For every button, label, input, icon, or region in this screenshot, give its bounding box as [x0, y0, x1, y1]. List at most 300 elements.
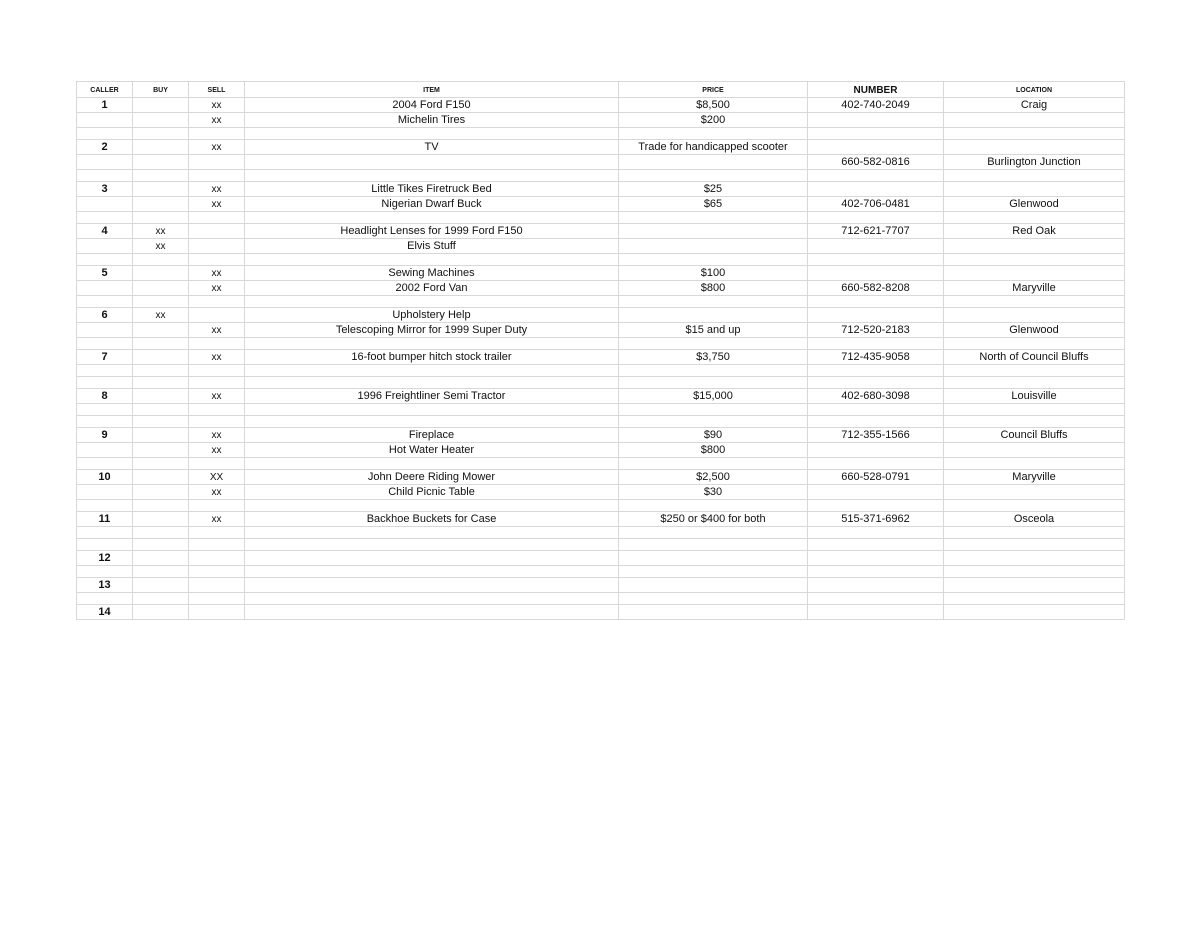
spacer-row — [77, 527, 1125, 539]
price-cell: $15 and up — [619, 323, 808, 338]
spacer-row — [77, 593, 1125, 605]
number-cell — [808, 527, 944, 539]
price-cell — [619, 338, 808, 350]
caller-cell: 3 — [77, 182, 133, 197]
buy-cell — [133, 140, 189, 155]
location-cell: North of Council Bluffs — [944, 350, 1125, 365]
location-cell — [944, 500, 1125, 512]
caller-cell: 6 — [77, 308, 133, 323]
item-cell: Fireplace — [245, 428, 619, 443]
price-cell — [619, 239, 808, 254]
number-cell: 402-680-3098 — [808, 389, 944, 404]
location-cell — [944, 338, 1125, 350]
sell-cell — [189, 458, 245, 470]
number-cell: 712-520-2183 — [808, 323, 944, 338]
table-row — [77, 155, 1125, 170]
spacer-row — [77, 170, 1125, 182]
location-cell — [944, 443, 1125, 458]
number-cell — [808, 365, 944, 377]
caller-cell — [77, 239, 133, 254]
spacer-row — [77, 212, 1125, 224]
price-cell — [619, 500, 808, 512]
number-cell — [808, 338, 944, 350]
number-cell — [808, 182, 944, 197]
item-cell: Sewing Machines — [245, 266, 619, 281]
number-cell — [808, 296, 944, 308]
header-buy: BUY — [133, 82, 189, 98]
location-cell — [944, 308, 1125, 323]
caller-cell: 11 — [77, 512, 133, 527]
item-cell — [245, 212, 619, 224]
sell-cell: xx — [189, 266, 245, 281]
location-cell — [944, 605, 1125, 620]
caller-cell — [77, 281, 133, 296]
number-cell — [808, 212, 944, 224]
location-cell — [944, 182, 1125, 197]
location-cell: Osceola — [944, 512, 1125, 527]
price-cell: $250 or $400 for both — [619, 512, 808, 527]
number-cell: 402-740-2049 — [808, 98, 944, 113]
number-cell — [808, 443, 944, 458]
sell-cell: xx — [189, 350, 245, 365]
number-cell — [808, 239, 944, 254]
number-cell — [808, 593, 944, 605]
location-cell — [944, 377, 1125, 389]
location-cell — [944, 539, 1125, 551]
location-cell — [944, 140, 1125, 155]
caller-cell: 9 — [77, 428, 133, 443]
location-cell — [944, 527, 1125, 539]
location-cell — [944, 593, 1125, 605]
sell-cell: xx — [189, 197, 245, 212]
caller-cell: 7 — [77, 350, 133, 365]
item-cell — [245, 338, 619, 350]
item-cell — [245, 551, 619, 566]
price-cell — [619, 551, 808, 566]
sell-cell — [189, 155, 245, 170]
item-cell: 16-foot bumper hitch stock trailer — [245, 350, 619, 365]
buy-cell — [133, 377, 189, 389]
item-cell — [245, 593, 619, 605]
caller-cell — [77, 566, 133, 578]
buy-cell — [133, 128, 189, 140]
number-cell — [808, 578, 944, 593]
location-cell: Burlington Junction — [944, 155, 1125, 170]
item-cell — [245, 578, 619, 593]
table-row — [77, 323, 1125, 338]
location-cell — [944, 566, 1125, 578]
number-cell — [808, 113, 944, 128]
buy-cell — [133, 485, 189, 500]
table-row — [77, 281, 1125, 296]
item-cell — [245, 539, 619, 551]
table-row — [77, 113, 1125, 128]
item-cell — [245, 170, 619, 182]
sell-cell — [189, 338, 245, 350]
spacer-row — [77, 566, 1125, 578]
item-cell — [245, 527, 619, 539]
caller-cell: 4 — [77, 224, 133, 239]
sell-cell — [189, 239, 245, 254]
buy-cell — [133, 566, 189, 578]
number-cell: 712-435-9058 — [808, 350, 944, 365]
buy-cell — [133, 527, 189, 539]
price-cell: $8,500 — [619, 98, 808, 113]
number-cell — [808, 551, 944, 566]
table-row — [77, 98, 1125, 113]
sell-cell — [189, 527, 245, 539]
price-cell: $2,500 — [619, 470, 808, 485]
spacer-row — [77, 296, 1125, 308]
sell-cell — [189, 377, 245, 389]
price-cell: $3,750 — [619, 350, 808, 365]
sell-cell: xx — [189, 323, 245, 338]
table-row — [77, 428, 1125, 443]
item-cell: Michelin Tires — [245, 113, 619, 128]
price-cell — [619, 254, 808, 266]
price-cell — [619, 578, 808, 593]
spacer-row — [77, 254, 1125, 266]
sell-cell — [189, 170, 245, 182]
buy-cell — [133, 197, 189, 212]
caller-cell — [77, 500, 133, 512]
buy-cell — [133, 350, 189, 365]
price-cell — [619, 539, 808, 551]
table-row — [77, 239, 1125, 254]
price-cell — [619, 377, 808, 389]
price-cell — [619, 593, 808, 605]
buy-cell — [133, 416, 189, 428]
table-row — [77, 308, 1125, 323]
number-cell — [808, 458, 944, 470]
price-cell: $25 — [619, 182, 808, 197]
caller-cell — [77, 155, 133, 170]
price-cell — [619, 308, 808, 323]
caller-cell: 1 — [77, 98, 133, 113]
caller-cell: 14 — [77, 605, 133, 620]
number-cell: 660-582-8208 — [808, 281, 944, 296]
caller-cell — [77, 113, 133, 128]
caller-cell: 8 — [77, 389, 133, 404]
price-cell — [619, 416, 808, 428]
number-cell — [808, 605, 944, 620]
sell-cell — [189, 539, 245, 551]
number-cell — [808, 566, 944, 578]
spacer-row — [77, 338, 1125, 350]
price-cell: $800 — [619, 281, 808, 296]
number-cell: 402-706-0481 — [808, 197, 944, 212]
buy-cell — [133, 281, 189, 296]
sell-cell: xx — [189, 443, 245, 458]
number-cell: 660-582-0816 — [808, 155, 944, 170]
number-cell — [808, 254, 944, 266]
item-cell — [245, 605, 619, 620]
price-cell — [619, 527, 808, 539]
number-cell — [808, 170, 944, 182]
buy-cell — [133, 338, 189, 350]
location-cell: Glenwood — [944, 197, 1125, 212]
number-cell — [808, 377, 944, 389]
header-row — [77, 82, 1125, 98]
price-cell — [619, 170, 808, 182]
buy-cell — [133, 605, 189, 620]
location-cell — [944, 128, 1125, 140]
buy-cell: xx — [133, 224, 189, 239]
location-cell — [944, 485, 1125, 500]
caller-cell — [77, 539, 133, 551]
item-cell: TV — [245, 140, 619, 155]
location-cell — [944, 365, 1125, 377]
item-cell — [245, 566, 619, 578]
item-cell: Backhoe Buckets for Case — [245, 512, 619, 527]
caller-cell: 2 — [77, 140, 133, 155]
sell-cell — [189, 224, 245, 239]
table-row — [77, 389, 1125, 404]
number-cell — [808, 308, 944, 323]
classifieds-sheet — [76, 81, 1125, 620]
price-cell — [619, 404, 808, 416]
number-cell: 712-621-7707 — [808, 224, 944, 239]
buy-cell: xx — [133, 308, 189, 323]
location-cell — [944, 266, 1125, 281]
item-cell — [245, 404, 619, 416]
buy-cell — [133, 155, 189, 170]
buy-cell — [133, 512, 189, 527]
location-cell: Craig — [944, 98, 1125, 113]
location-cell: Maryville — [944, 470, 1125, 485]
location-cell — [944, 551, 1125, 566]
location-cell — [944, 416, 1125, 428]
sell-cell — [189, 212, 245, 224]
sell-cell — [189, 365, 245, 377]
buy-cell — [133, 170, 189, 182]
caller-cell — [77, 458, 133, 470]
buy-cell — [133, 254, 189, 266]
sell-cell — [189, 416, 245, 428]
price-cell: $800 — [619, 443, 808, 458]
buy-cell — [133, 539, 189, 551]
sell-cell: XX — [189, 470, 245, 485]
item-cell: John Deere Riding Mower — [245, 470, 619, 485]
item-cell: Little Tikes Firetruck Bed — [245, 182, 619, 197]
table-row — [77, 140, 1125, 155]
caller-cell — [77, 365, 133, 377]
item-cell: Hot Water Heater — [245, 443, 619, 458]
item-cell: Headlight Lenses for 1999 Ford F150 — [245, 224, 619, 239]
item-cell — [245, 416, 619, 428]
spacer-row — [77, 365, 1125, 377]
price-cell: $15,000 — [619, 389, 808, 404]
caller-cell — [77, 485, 133, 500]
buy-cell — [133, 458, 189, 470]
caller-cell — [77, 170, 133, 182]
spacer-row — [77, 404, 1125, 416]
price-cell — [619, 566, 808, 578]
buy-cell — [133, 500, 189, 512]
table-row — [77, 605, 1125, 620]
item-cell — [245, 500, 619, 512]
sell-cell — [189, 578, 245, 593]
buy-cell — [133, 365, 189, 377]
spacer-row — [77, 458, 1125, 470]
sell-cell: xx — [189, 140, 245, 155]
buy-cell — [133, 296, 189, 308]
number-cell — [808, 404, 944, 416]
table-row — [77, 578, 1125, 593]
price-cell — [619, 458, 808, 470]
buy-cell — [133, 593, 189, 605]
number-cell: 660-528-0791 — [808, 470, 944, 485]
price-cell — [619, 212, 808, 224]
buy-cell: xx — [133, 239, 189, 254]
caller-cell — [77, 593, 133, 605]
item-cell — [245, 155, 619, 170]
sell-cell: xx — [189, 389, 245, 404]
price-cell — [619, 605, 808, 620]
location-cell: Red Oak — [944, 224, 1125, 239]
location-cell — [944, 170, 1125, 182]
sell-cell — [189, 128, 245, 140]
sell-cell: xx — [189, 485, 245, 500]
table-row — [77, 512, 1125, 527]
caller-cell: 10 — [77, 470, 133, 485]
price-cell: $100 — [619, 266, 808, 281]
buy-cell — [133, 443, 189, 458]
number-cell — [808, 140, 944, 155]
item-cell — [245, 128, 619, 140]
number-cell: 515-371-6962 — [808, 512, 944, 527]
number-cell — [808, 416, 944, 428]
sell-cell: xx — [189, 182, 245, 197]
spacer-row — [77, 539, 1125, 551]
sell-cell — [189, 605, 245, 620]
number-cell — [808, 266, 944, 281]
sell-cell: xx — [189, 512, 245, 527]
location-cell — [944, 239, 1125, 254]
sell-cell — [189, 296, 245, 308]
caller-cell — [77, 527, 133, 539]
location-cell — [944, 458, 1125, 470]
table-row — [77, 197, 1125, 212]
location-cell — [944, 212, 1125, 224]
spacer-row — [77, 500, 1125, 512]
price-cell — [619, 365, 808, 377]
location-cell — [944, 404, 1125, 416]
number-cell — [808, 500, 944, 512]
sell-cell — [189, 551, 245, 566]
number-cell — [808, 539, 944, 551]
caller-cell — [77, 128, 133, 140]
buy-cell — [133, 428, 189, 443]
number-cell — [808, 128, 944, 140]
caller-cell — [77, 338, 133, 350]
price-cell — [619, 296, 808, 308]
spacer-row — [77, 416, 1125, 428]
caller-cell — [77, 197, 133, 212]
price-cell: $30 — [619, 485, 808, 500]
header-location: LOCATION — [944, 82, 1125, 98]
caller-cell: 13 — [77, 578, 133, 593]
buy-cell — [133, 578, 189, 593]
item-cell — [245, 377, 619, 389]
caller-cell: 12 — [77, 551, 133, 566]
item-cell — [245, 365, 619, 377]
table-row — [77, 266, 1125, 281]
item-cell: Elvis Stuff — [245, 239, 619, 254]
header-caller: CALLER — [77, 82, 133, 98]
price-cell — [619, 128, 808, 140]
caller-cell — [77, 416, 133, 428]
sell-cell — [189, 308, 245, 323]
caller-cell — [77, 443, 133, 458]
spacer-row — [77, 377, 1125, 389]
price-cell — [619, 224, 808, 239]
buy-cell — [133, 551, 189, 566]
location-cell: Louisville — [944, 389, 1125, 404]
location-cell — [944, 296, 1125, 308]
item-cell: Upholstery Help — [245, 308, 619, 323]
location-cell: Council Bluffs — [944, 428, 1125, 443]
buy-cell — [133, 212, 189, 224]
number-cell: 712-355-1566 — [808, 428, 944, 443]
caller-cell — [77, 296, 133, 308]
caller-cell — [77, 323, 133, 338]
price-cell — [619, 155, 808, 170]
number-cell — [808, 485, 944, 500]
caller-cell — [77, 377, 133, 389]
table-row — [77, 224, 1125, 239]
buy-cell — [133, 404, 189, 416]
item-cell: 2002 Ford Van — [245, 281, 619, 296]
buy-cell — [133, 470, 189, 485]
header-number: NUMBER — [808, 82, 944, 98]
sell-cell: xx — [189, 113, 245, 128]
table-row — [77, 470, 1125, 485]
buy-cell — [133, 389, 189, 404]
buy-cell — [133, 182, 189, 197]
caller-cell — [77, 254, 133, 266]
table-row — [77, 551, 1125, 566]
sheet-body — [77, 98, 1125, 620]
table-row — [77, 443, 1125, 458]
spacer-row — [77, 128, 1125, 140]
location-cell: Glenwood — [944, 323, 1125, 338]
sell-cell — [189, 566, 245, 578]
table-row — [77, 182, 1125, 197]
price-cell: $200 — [619, 113, 808, 128]
sell-cell: xx — [189, 281, 245, 296]
buy-cell — [133, 113, 189, 128]
item-cell: 2004 Ford F150 — [245, 98, 619, 113]
sell-cell — [189, 254, 245, 266]
price-cell: $90 — [619, 428, 808, 443]
location-cell — [944, 254, 1125, 266]
item-cell: Child Picnic Table — [245, 485, 619, 500]
sell-cell: xx — [189, 428, 245, 443]
table-row — [77, 485, 1125, 500]
item-cell: Nigerian Dwarf Buck — [245, 197, 619, 212]
price-cell: $65 — [619, 197, 808, 212]
sell-cell — [189, 404, 245, 416]
header-price: PRICE — [619, 82, 808, 98]
buy-cell — [133, 98, 189, 113]
sell-cell — [189, 593, 245, 605]
buy-cell — [133, 266, 189, 281]
header-item: ITEM — [245, 82, 619, 98]
header-sell: SELL — [189, 82, 245, 98]
buy-cell — [133, 323, 189, 338]
caller-cell: 5 — [77, 266, 133, 281]
